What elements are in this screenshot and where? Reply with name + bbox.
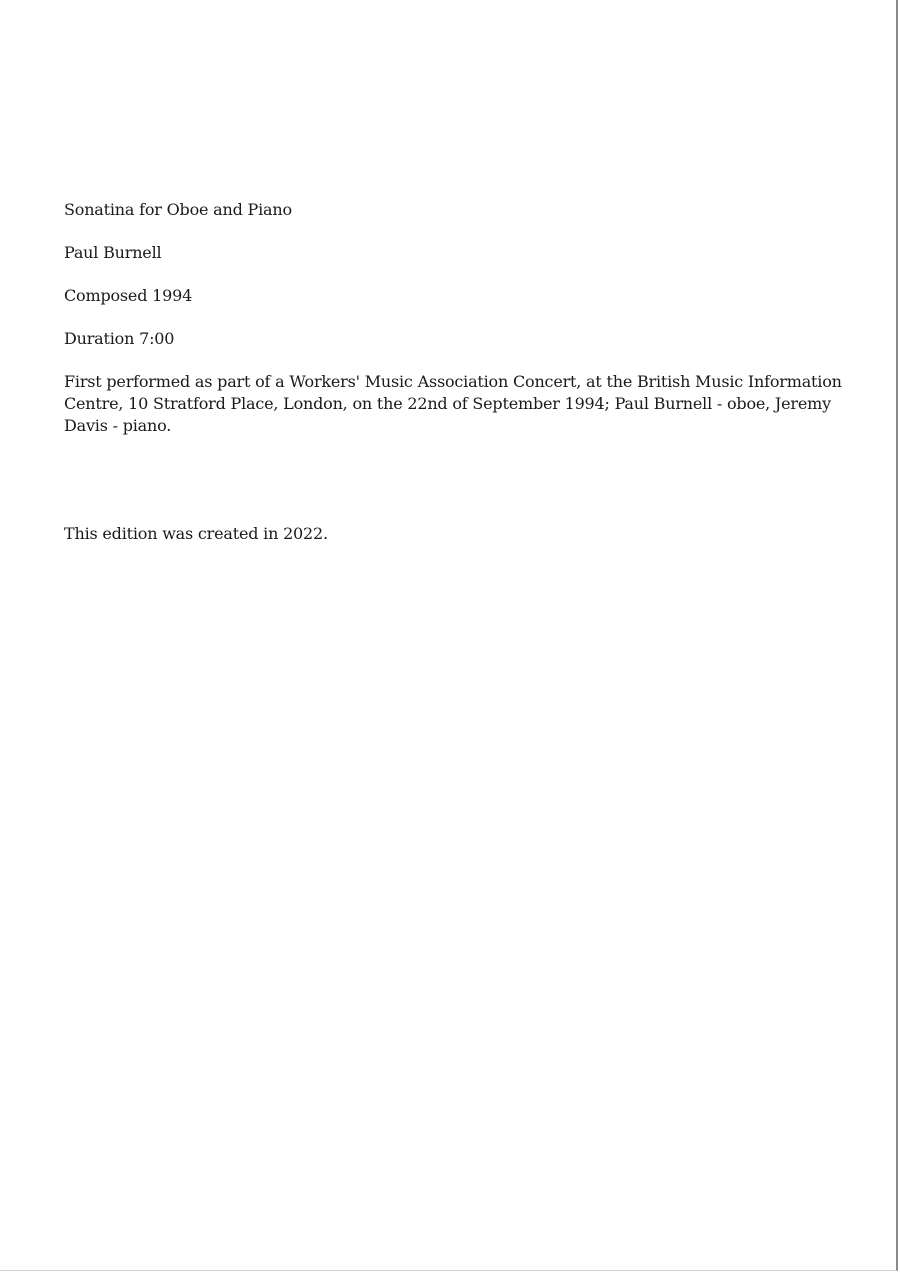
composition-year: Composed 1994: [64, 286, 193, 305]
duration: Duration 7:00: [64, 329, 175, 348]
premiere-note: First performed as part of a Workers' Music Association Concert, at the British Music Information Centre, 10 Stratford Place, London, on the 22nd of September 1994; Paul Burnell - oboe, Jeremy Davis - piano.: [64, 372, 842, 435]
edition-note: This edition was created in 2022.: [64, 524, 328, 543]
work-title: Sonatina for Oboe and Piano: [64, 200, 292, 219]
composer-name: Paul Burnell: [64, 243, 162, 262]
